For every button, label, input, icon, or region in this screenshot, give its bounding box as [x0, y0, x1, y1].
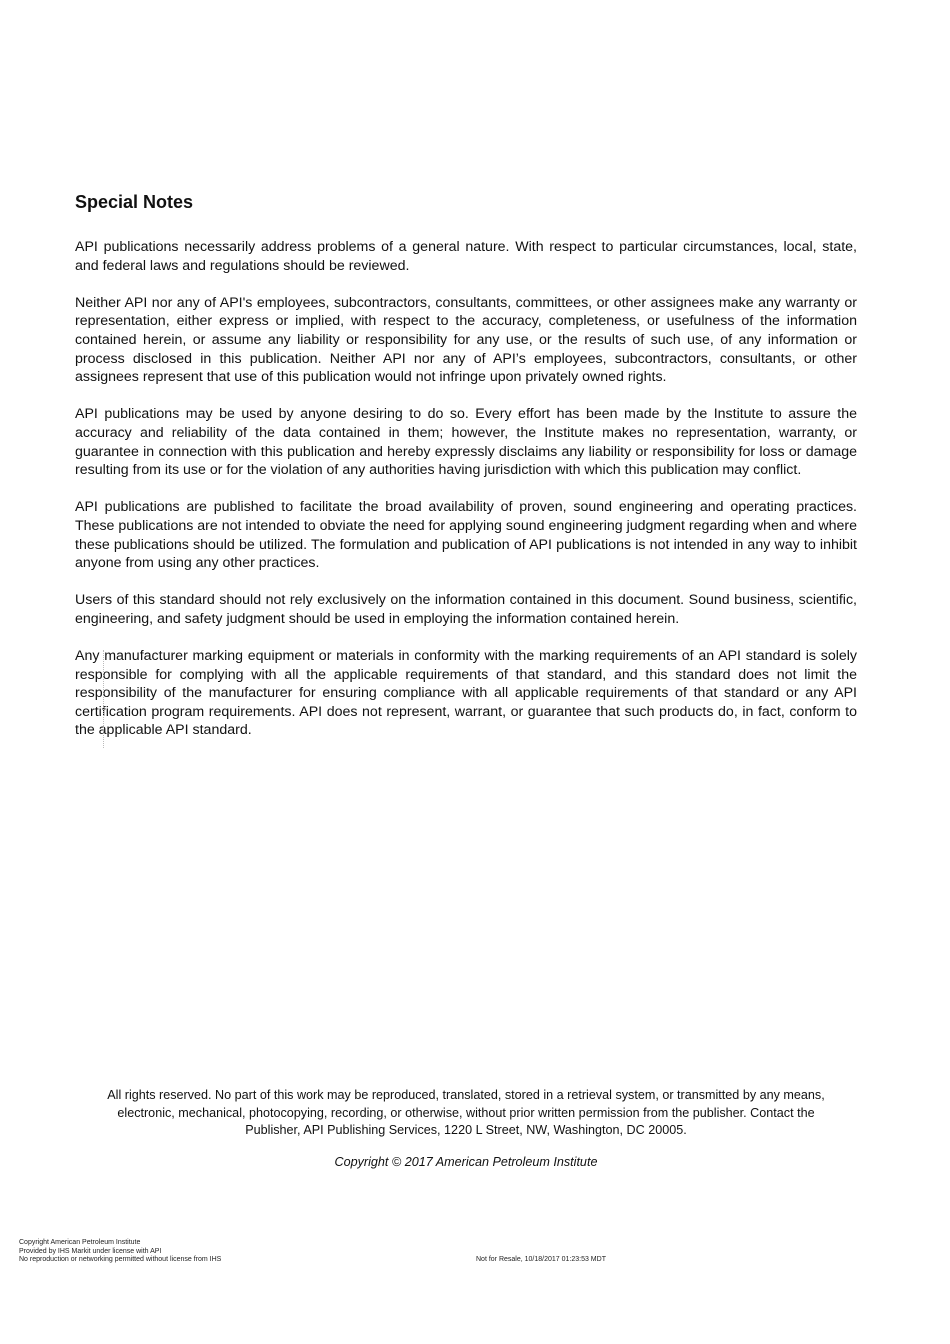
rights-line: Publisher, API Publishing Services, 1220 L Street, NW, Washington, DC 20005.: [245, 1123, 687, 1137]
paragraph-purpose: API publications are published to facilitate the broad availability of proven, sound engineering and operating practices. These publications are not intended to obviate the need for applying sound engineering judgment regarding when and where these publications should be utilized. The formulation and publication of API publications is not intended in any way to inhibit anyone from using any other practices.: [75, 499, 857, 572]
paragraph-reliance: Users of this standard should not rely exclusively on the information contained in this document. Sound business, scientific, engineering, and safety judgment should be used in employing the information contained herein.: [75, 592, 857, 627]
rights-line: All rights reserved. No part of this work may be reproduced, translated, stored in a retrieval system, or transmitted by any means,: [107, 1088, 825, 1102]
footer-line: No reproduction or networking permitted without license from IHS: [19, 1256, 222, 1264]
paragraph-general-nature: API publications necessarily address problems of a general nature. With respect to particular circumstances, local, state, and federal laws and regulations should be reviewed.: [75, 239, 857, 274]
copyright-line: Copyright © 2017 American Petroleum Institute: [334, 1155, 598, 1169]
margin-mark: [103, 650, 104, 748]
footer-line: Copyright American Petroleum Institute: [19, 1239, 141, 1246]
footer-line: Provided by IHS Markit under license with API: [19, 1247, 162, 1255]
rights-reserved-notice: [60, 1087, 872, 1140]
paragraph-manufacturer-responsibility: Any manufacturer marking equipment or materials in conformity with the marking requirements of an API standard is solely responsible for complying with all the applicable requirements of that standard, and this standard does not limit the responsibility of the manufacturer for ensuring compliance with all applicable requirements of that standard or any API certification program requirements. API does not represent, warrant, or guarantee that such products do, in fact, conform to the applicable API standard.: [75, 648, 857, 739]
license-footer: [19, 1239, 221, 1265]
special-notes-body: [75, 238, 857, 759]
paragraph-use-disclaimer: API publications may be used by anyone desiring to do so. Every effort has been made by the Institute to assure the accuracy and reliability of the data contained in them; however, the Institute makes no representation, warranty, or guarantee in connection with this publication and hereby expressly disclaims any liability or responsibility for loss or damage resulting from its use or for the violation of any authorities having jurisdiction with which this publication may conflict.: [75, 406, 857, 479]
rights-line: electronic, mechanical, photocopying, recording, or otherwise, without prior written permission from the publisher. Contact the: [117, 1105, 815, 1120]
paragraph-no-warranty: Neither API nor any of API's employees, subcontractors, consultants, committees, or other assignees make any warranty or representation, either express or implied, with respect to the accuracy, completeness, or usefulness of the information contained herein, or assume any liability or responsibility for any use, or the results of such use, of any information or process disclosed in this publication. Neither API nor any of API’s employees, subcontractors, consultants, or other assignees represent that use of this publication would not infringe upon privately owned rights.: [75, 294, 857, 386]
resale-stamp: Not for Resale, 10/18/2017 01:23:53 MDT: [476, 1256, 606, 1263]
page-title: Special Notes: [75, 192, 194, 212]
